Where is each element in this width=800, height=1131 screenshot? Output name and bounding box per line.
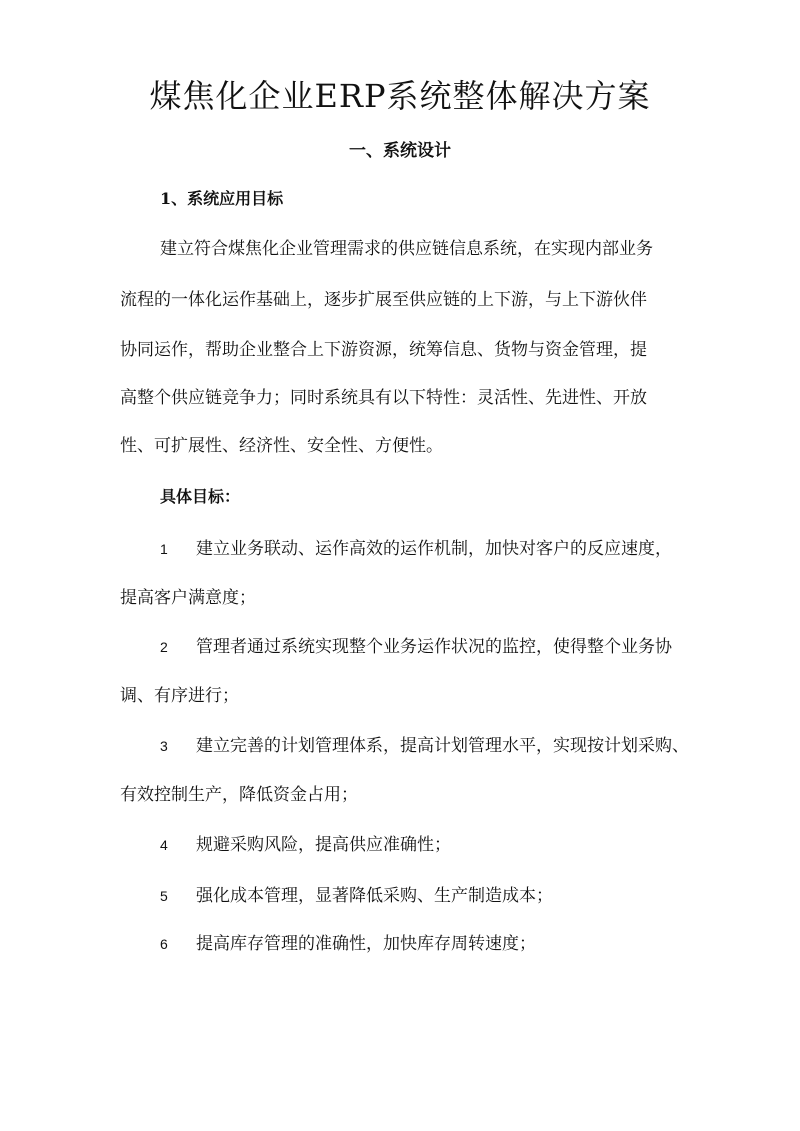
goal-number: 3: [160, 738, 168, 754]
section-heading: 一、系统设计: [349, 141, 451, 161]
goal-item-3-continuation: 有效控制生产，降低资金占用；: [120, 785, 358, 805]
goal-item-2: [160, 634, 700, 660]
intro-line-2: 流程的一体化运作基础上，逐步扩展至供应链的上下游，与上下游伙伴: [120, 290, 647, 310]
intro-line-3: 协同运作，帮助企业整合上下游资源，统筹信息、货物与资金管理，提: [120, 340, 647, 360]
goal-text: 强化成本管理，显著降低采购、生产制造成本；: [196, 886, 553, 906]
goal-item-4: [160, 832, 700, 858]
goal-text: 建立完善的计划管理体系，提高计划管理水平，实现按计划采购、: [196, 736, 689, 756]
goal-item-1-continuation: 提高客户满意度；: [120, 588, 256, 608]
goal-item-5: [160, 883, 700, 909]
goal-item-2-continuation: 调、有序进行；: [120, 686, 239, 706]
goal-text: 管理者通过系统实现整个业务运作状况的监控，使得整个业务协: [196, 637, 672, 657]
goal-number: 6: [160, 936, 168, 952]
goal-item-3: [160, 733, 700, 759]
goal-number: 1: [160, 541, 168, 557]
goal-text: 提高库存管理的准确性，加快库存周转速度；: [196, 934, 536, 954]
goal-text: 建立业务联动、运作高效的运作机制，加快对客户的反应速度，: [196, 539, 672, 559]
goal-number: 4: [160, 837, 168, 853]
document-title: 煤焦化企业ERP系统整体解决方案: [149, 77, 651, 115]
goal-number: 2: [160, 639, 168, 655]
goal-number: 5: [160, 888, 168, 904]
goal-item-1: [160, 536, 700, 562]
goal-item-6: [160, 931, 700, 957]
goals-heading: 具体目标：: [160, 487, 241, 506]
intro-line-5: 性、可扩展性、经济性、安全性、方便性。: [120, 436, 443, 456]
intro-line-4: 高整个供应链竞争力；同时系统具有以下特性：灵活性、先进性、开放: [120, 388, 647, 408]
intro-line-1: 建立符合煤焦化企业管理需求的供应链信息系统，在实现内部业务: [160, 239, 653, 259]
subsection-heading: 1、系统应用目标: [160, 189, 284, 208]
goal-text: 规避采购风险，提高供应准确性；: [196, 835, 451, 855]
